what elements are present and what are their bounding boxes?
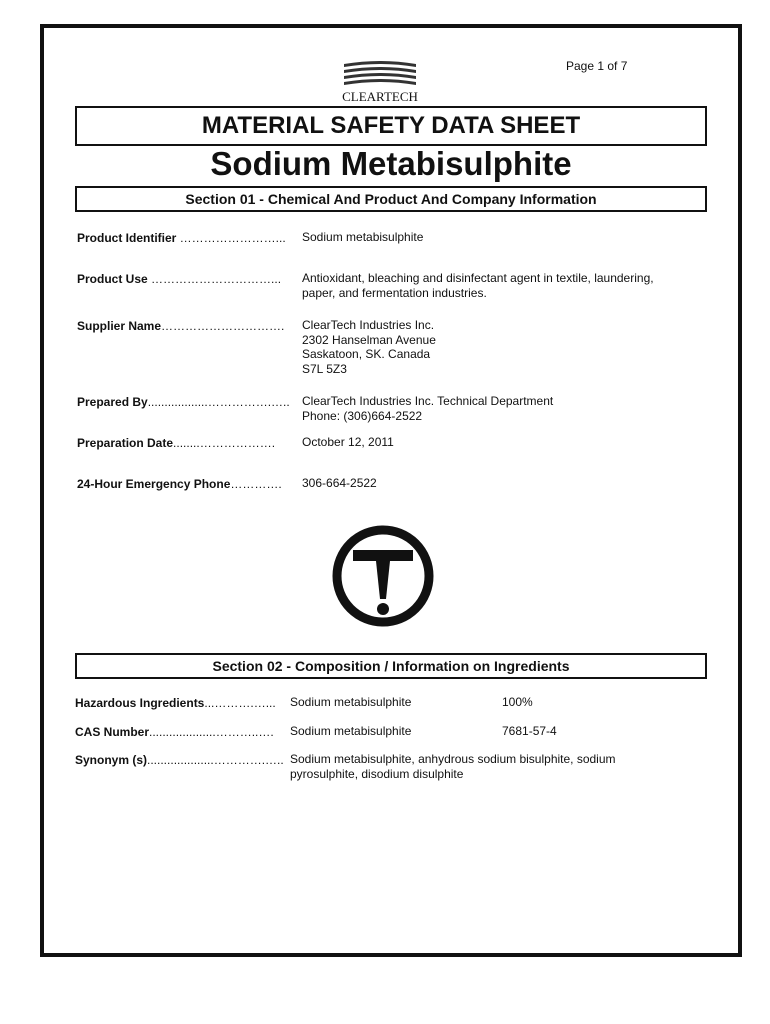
hazardous-ingredients-value: Sodium metabisulphite [290,695,412,709]
synonyms-value: Sodium metabisulphite, anhydrous sodium bisulphite, sodium pyrosulphite, disodium disulphite [290,752,616,781]
product-identifier-label: Product Identifier ……………………... [77,231,286,245]
cleartech-logo [340,60,420,104]
prepared-by-value: ClearTech Industries Inc. Technical Department Phone: (306)664-2522 [302,394,554,423]
preparation-date-label: Preparation Date........………………. [77,436,276,450]
logo-text: CLEARTECH [342,89,418,104]
cas-number-value: 7681-57-4 [502,724,557,738]
prepared-by-label: Prepared By..................…………….….. [77,395,290,409]
preparation-date-value: October 12, 2011 [302,435,394,449]
product-name: Sodium Metabisulphite [210,145,572,182]
product-use-label: Product Use …………………………... [77,272,282,286]
emergency-phone-label: 24-Hour Emergency Phone…………. [77,477,282,491]
cas-number-label: CAS Number....................………..…. [75,725,274,739]
supplier-name-value: ClearTech Industries Inc. 2302 Hanselman Avenue Saskatoon, SK. Canada S7L 5Z3 [302,318,436,376]
document-title: MATERIAL SAFETY DATA SHEET [75,106,707,146]
cleartech-wave-logo-icon [340,60,420,104]
page-number: Page 1 of 7 [566,59,628,73]
supplier-name-label: Supplier Name…………………………. [77,319,285,333]
product-identifier-value: Sodium metabisulphite [302,230,424,244]
synonyms-label: Synonym (s)....................………….….. [75,753,284,767]
section-01-heading: Section 01 - Chemical And Product And Company Information [75,186,707,212]
hazardous-ingredients-percent: 100% [502,695,533,709]
whmis-toxic-material-symbol-icon [330,523,436,629]
product-use-value: Antioxidant, bleaching and disinfectant agent in textile, laundering, paper, and fermentation industries. [302,271,654,300]
emergency-phone-value: 306-664-2522 [302,476,377,490]
cas-number-substance: Sodium metabisulphite [290,724,412,738]
section-02-heading: Section 02 - Composition / Information on Ingredients [75,653,707,679]
hazardous-ingredients-label: Hazardous Ingredients...……….…... [75,696,276,710]
